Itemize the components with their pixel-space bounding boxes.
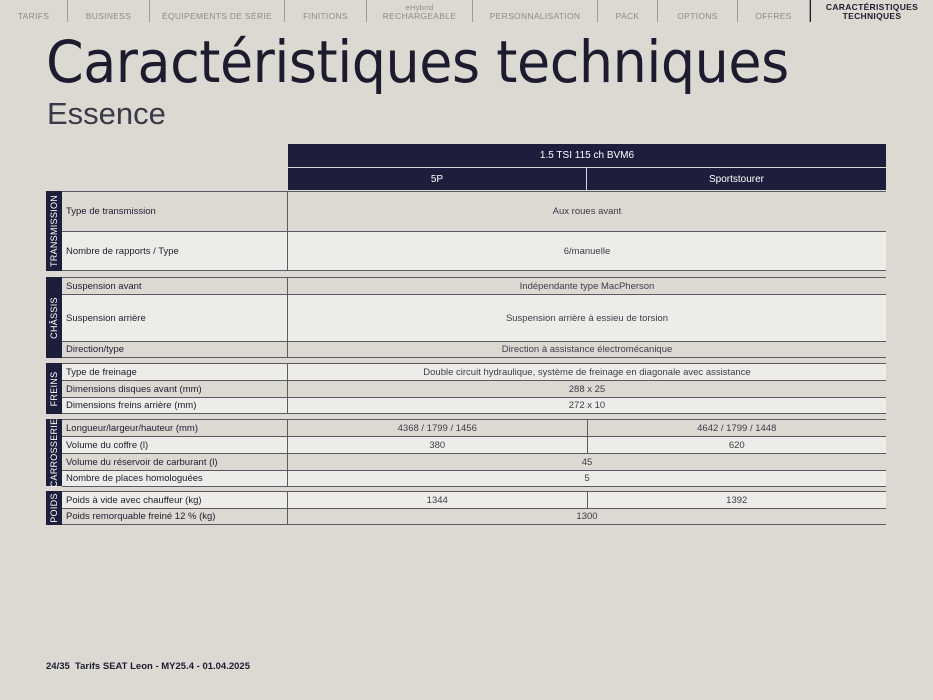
variant-header [288, 168, 886, 190]
group-label: CHÂSSIS [49, 296, 59, 339]
row-value-sportstourer: 1392 [588, 492, 887, 508]
nav-caracteristiques[interactable] [810, 0, 933, 22]
row-label: Nombre de rapports / Type [62, 232, 288, 270]
row-value: 45 [581, 456, 593, 468]
row-value-5p: 380 [288, 437, 588, 453]
variant-sportstourer-header: Sportstourer [587, 168, 886, 190]
table-row [62, 294, 886, 341]
page-title: Caractéristiques techniques [46, 28, 789, 96]
row-value-5p: 1344 [288, 492, 588, 508]
row-label: Poids à vide avec chauffeur (kg) [62, 492, 288, 508]
nav-personnalisation[interactable] [473, 0, 598, 22]
group-label: FREINS [49, 371, 59, 406]
row-value: 288 x 25 [568, 383, 606, 395]
table-row [62, 491, 886, 508]
nav-label-top: eHybrid [405, 3, 434, 12]
row-value-sportstourer: 620 [588, 437, 887, 453]
row-label: Poids remorquable freiné 12 % (kg) [62, 509, 288, 524]
nav-label: RECHARGEABLE [382, 11, 457, 21]
group-poids [46, 491, 886, 525]
table-row [62, 470, 886, 487]
row-label: Type de freinage [62, 364, 288, 380]
table-row [62, 363, 886, 380]
table-row [62, 436, 886, 453]
page-footer: 24/35 Tarifs SEAT Leon - MY25.4 - 01.04.2025 [46, 661, 250, 672]
nav-label: PERSONNALISATION [489, 11, 581, 21]
nav-label: TARIFS [17, 11, 50, 21]
table-row [62, 231, 886, 271]
row-label: Suspension avant [62, 278, 288, 294]
nav-ehybrid[interactable] [367, 0, 473, 22]
nav-offres[interactable] [738, 0, 810, 22]
nav-label: FINITIONS [303, 11, 348, 21]
nav-pack[interactable] [598, 0, 658, 22]
table-row [62, 277, 886, 294]
page-subtitle: Essence [47, 96, 166, 131]
table-row [62, 453, 886, 470]
row-label: Type de transmission [62, 192, 288, 231]
row-value-sportstourer: 4642 / 1799 / 1448 [697, 422, 777, 434]
group-band [46, 419, 62, 486]
row-label: Nombre de places homologuées [62, 471, 288, 486]
table-row [62, 508, 886, 525]
row-value: Aux roues avant [552, 206, 622, 217]
group-band [46, 277, 62, 358]
top-nav [0, 0, 933, 22]
group-label: TRANSMISSION [49, 194, 59, 268]
nav-label: OFFRES [755, 11, 792, 21]
group-freins [46, 363, 886, 414]
row-label: Dimensions freins arrière (mm) [62, 398, 288, 413]
nav-label: PACK [615, 11, 640, 21]
row-value: Direction à assistance électromécanique [501, 344, 673, 355]
variant-5p-header: 5P [288, 168, 587, 190]
group-label: CARROSSERIE [49, 418, 59, 487]
row-value: Double circuit hydraulique, système de freinage en diagonale avec assistance [288, 364, 886, 380]
row-value: Indépendante type MacPherson [519, 280, 655, 292]
nav-equipements[interactable] [150, 0, 285, 22]
row-label: Longueur/largeur/hauteur (mm) [62, 420, 288, 436]
nav-label: OPTIONS [677, 11, 718, 21]
nav-label: TECHNIQUES [842, 11, 902, 21]
row-label: Suspension arrière [62, 295, 288, 341]
table-row [62, 191, 886, 231]
table-row [62, 419, 886, 436]
table-row [62, 341, 886, 358]
row-value-5p: 4368 / 1799 / 1456 [288, 420, 588, 436]
row-value: 6/manuelle [288, 232, 886, 270]
table-row [62, 380, 886, 397]
nav-tarifs[interactable] [0, 0, 68, 22]
group-label: POIDS [49, 493, 59, 523]
row-label: Direction/type [62, 342, 288, 357]
nav-label-top: CARACTÉRISTIQUES [825, 2, 919, 12]
row-value: 1300 [576, 511, 598, 522]
nav-business[interactable] [68, 0, 150, 22]
nav-label: ÉQUIPEMENTS DE SÉRIE [162, 11, 272, 21]
group-chassis [46, 277, 886, 358]
group-band [46, 363, 62, 414]
nav-options[interactable] [658, 0, 738, 22]
row-value: 5 [288, 471, 886, 486]
row-label: Volume du coffre (l) [62, 437, 288, 453]
group-band [46, 491, 62, 525]
group-carrosserie [46, 419, 886, 486]
row-label: Volume du réservoir de carburant (l) [62, 454, 288, 470]
group-band [46, 191, 62, 271]
group-transmission [46, 191, 886, 271]
nav-finitions[interactable] [285, 0, 367, 22]
row-value: 272 x 10 [288, 398, 886, 413]
row-value: Suspension arrière à essieu de torsion [288, 295, 886, 341]
engine-header: 1.5 TSI 115 ch BVM6 [288, 144, 886, 167]
nav-label: BUSINESS [85, 11, 132, 21]
table-row [62, 397, 886, 414]
row-label: Dimensions disques avant (mm) [62, 381, 288, 397]
